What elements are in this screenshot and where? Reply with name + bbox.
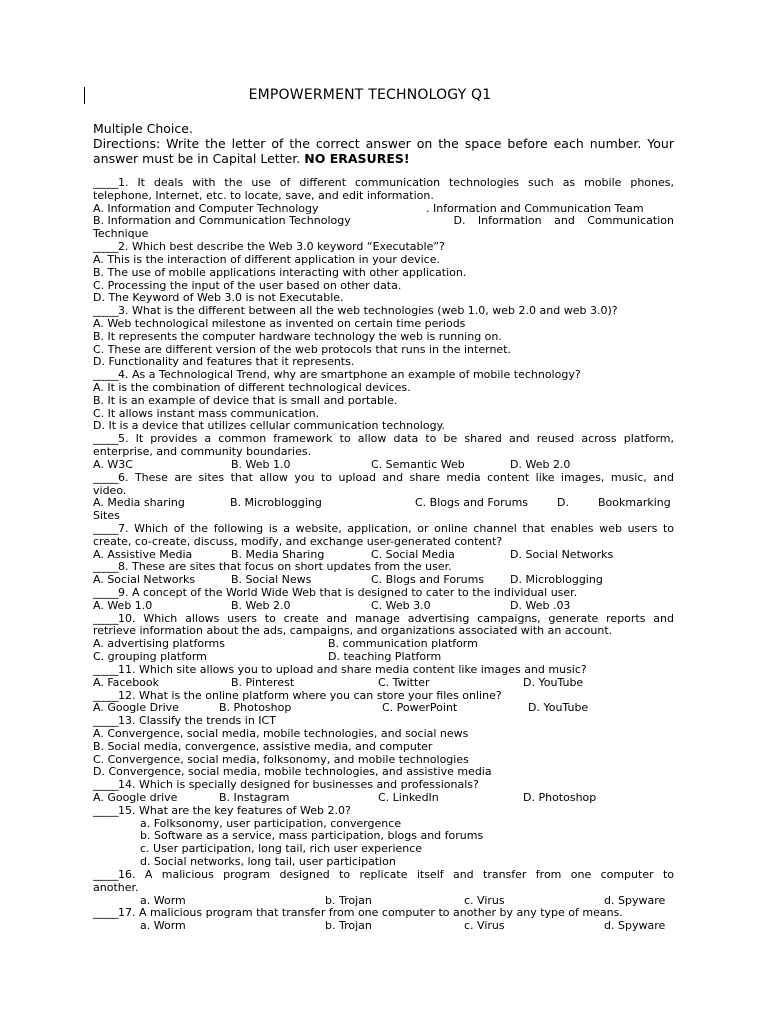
answer-blank: _____ (93, 586, 118, 599)
answer-blank: _____ (93, 304, 118, 318)
answer-choice: Bookmarking (598, 496, 671, 510)
answer-choice: a. Folksonomy, user participation, convergence (140, 816, 402, 830)
question-stem-line (93, 664, 674, 677)
choice-row (93, 420, 674, 433)
answer-choice: D. Microblogging (510, 573, 603, 587)
answer-choice: a. Worm (140, 893, 186, 907)
question-number: 15. (118, 803, 136, 817)
question-stem-text: retrieve information about the ads, campaigns, and organizations associated with an account. (93, 624, 613, 638)
question-stem-line (93, 587, 674, 600)
answer-choice: A. It is the combination of different technological devices. (93, 381, 411, 394)
answer-blank: _____ (93, 662, 118, 676)
answer-blank: _____ (93, 471, 118, 484)
question-stem-text: What are the key features of Web 2.0? (139, 803, 351, 817)
answer-choice: B. It is an example of device that is small and portable. (93, 393, 398, 407)
answer-choice: C. Twitter (378, 675, 430, 689)
question-stem-line (93, 882, 674, 895)
question-number: 9. (118, 586, 129, 599)
answer-choice: D. Functionality and features that it represents. (93, 355, 355, 369)
question-stem-text: Which best describe the Web 3.0 keyword “Executable”? (132, 240, 445, 254)
answer-choice: A. Web 1.0 (93, 598, 153, 612)
question-number: 12. (118, 688, 136, 702)
question-stem-text: These are sites that allow you to upload and share media content like images, music, and (134, 471, 674, 484)
answer-choice: B. Instagram (219, 791, 290, 804)
answer-choice: D. Social Networks (510, 547, 614, 561)
answer-choice: a. Worm (140, 919, 186, 933)
directions-emphasis: NO ERASURES! (304, 151, 410, 166)
question-number: 6. (118, 471, 129, 484)
choice-row (93, 920, 674, 933)
answer-choice: D. (557, 496, 569, 510)
question-number: 2. (118, 240, 129, 254)
answer-choice: B. Web 2.0 (231, 598, 291, 612)
answer-choice: A. This is the interaction of different application in your device. (93, 252, 440, 266)
question-number: 11. (118, 662, 136, 676)
answer-choice: c. Virus (464, 893, 505, 907)
answer-choice: B. Photoshop (219, 701, 292, 715)
answer-choice: D. It is a device that utilizes cellular communication technology. (93, 419, 446, 433)
answer-choice: D. Convergence, social media, mobile technologies, and assistive media (93, 765, 492, 779)
choice-row (93, 510, 674, 523)
question-number: 4. (118, 368, 129, 382)
answer-choice: D. YouTube (523, 675, 584, 689)
answer-choice: C. It allows instant mass communication. (93, 406, 320, 420)
question-stem-text: Which site allows you to upload and share media content like images and music? (139, 662, 587, 676)
question-number: 10. (118, 612, 136, 625)
question-stem-text: It provides a common framework to allow data to be shared and reused across platform, (135, 433, 674, 446)
question-stem-text: It deals with the use of different communication technologies such as mobile phones, (137, 177, 674, 189)
question-stem-line (93, 536, 674, 549)
answer-choice: D. Information and Communication (453, 214, 674, 228)
section-heading: Multiple Choice. (93, 121, 193, 136)
question-stem-line (93, 190, 674, 203)
answer-choice: C. Semantic Web (371, 457, 465, 471)
answer-choice: D. The Keyword of Web 3.0 is not Executable. (93, 291, 344, 305)
answer-choice: C. grouping platform (93, 650, 207, 664)
question-number: 1. (118, 177, 129, 189)
answer-choice: B. It represents the computer hardware technology the web is running on. (93, 329, 502, 343)
answer-choice: c. User participation, long tail, rich user experience (140, 842, 423, 856)
answer-choice: b. Trojan (325, 919, 372, 933)
answer-choice: B. Media Sharing (231, 547, 325, 561)
answer-choice: A. Assistive Media (93, 547, 193, 561)
question-stem-text: A concept of the World Wide Web that is designed to cater to the individual user. (132, 586, 578, 599)
question-stem-text: These are sites that focus on short updates from the user. (132, 560, 452, 574)
answer-choice: C. These are different version of the web protocols that runs in the internet. (93, 342, 511, 356)
answer-choice: B. The use of mobile applications interacting with other application. (93, 265, 467, 279)
answer-choice: b. Software as a service, mass participation, blogs and forums (140, 829, 484, 843)
answer-choice: C. Web 3.0 (371, 598, 431, 612)
question-stem-text: As a Technological Trend, why are smartphone an example of mobile technology? (132, 368, 581, 382)
answer-choice: C. PowerPoint (382, 701, 458, 715)
answer-choice: D. Web .03 (510, 598, 571, 612)
answer-blank: _____ (93, 688, 118, 702)
answer-choice: A. Google Drive (93, 701, 179, 715)
answer-blank: _____ (93, 560, 118, 574)
answer-choice: B. Web 1.0 (231, 457, 291, 471)
answer-choice: Technique (93, 227, 149, 241)
question-number: 7. (118, 522, 129, 535)
answer-blank: _____ (93, 240, 118, 254)
question-number: 3. (118, 304, 129, 318)
answer-choice: B. Information and Communication Technology (93, 214, 351, 228)
answer-choice: b. Trojan (325, 893, 372, 907)
question-stem-text: Which of the following is a website, application, or online channel that enables web users to (134, 522, 674, 535)
answer-choice: A. W3C (93, 457, 133, 471)
directions-text: Directions: Write the letter of the correct answer on the space before each number. Your answer must be in Capital Letter. (93, 136, 674, 166)
question-stem-text: enterprise, and community boundaries. (93, 445, 312, 459)
answer-choice: B. Social News (231, 573, 312, 587)
question-stem-text: another. (93, 880, 139, 894)
question-number: 14. (118, 778, 136, 792)
answer-choice: D. YouTube (528, 701, 589, 715)
answer-choice: D. Web 2.0 (510, 457, 571, 471)
answer-choice: . Information and Communication Team (426, 201, 644, 215)
question-number: 13. (118, 714, 136, 728)
page-title: EMPOWERMENT TECHNOLOGY Q1 (248, 87, 492, 103)
question-stem-text: Which allows users to create and manage advertising campaigns, generate reports and (143, 612, 674, 625)
answer-choice: D. Photoshop (523, 791, 597, 804)
answer-blank: _____ (93, 177, 118, 189)
answer-choice: B. Pinterest (231, 675, 295, 689)
question-stem-text: create, co-create, discuss, modify, and exchange user-generated content? (93, 534, 503, 548)
answer-choice: C. Convergence, social media, folksonomy, and mobile technologies (93, 752, 469, 766)
answer-choice: c. Virus (464, 919, 505, 933)
question-stem-text: Classify the trends in ICT (139, 714, 276, 728)
answer-choice: d. Spyware (604, 919, 666, 933)
choice-row (93, 497, 674, 510)
answer-blank: _____ (93, 906, 118, 920)
question-stem-text: Which is specially designed for businesses and professionals? (139, 778, 479, 792)
question-stem-text: What is the online platform where you can store your files online? (139, 688, 502, 702)
answer-choice: Sites (93, 509, 120, 523)
answer-choice: C. LinkedIn (378, 791, 439, 804)
answer-choice: A. Social Networks (93, 573, 196, 587)
answer-blank: _____ (93, 433, 118, 446)
question-stem-line (93, 446, 674, 459)
question-number: 17. (118, 906, 136, 920)
answer-choice: C. Processing the input of the user based on other data. (93, 278, 402, 292)
question-stem-text: A malicious program that transfer from one computer to another by any type of means. (139, 906, 623, 920)
question-stem-text: A malicious program designed to replicate itself and transfer from one computer to (144, 868, 674, 881)
answer-choice: d. Spyware (604, 893, 666, 907)
answer-choice: B. communication platform (328, 637, 478, 651)
answer-choice: C. Blogs and Forums (415, 496, 529, 510)
question-number: 8. (118, 560, 129, 574)
question-list (93, 177, 674, 933)
answer-blank: _____ (93, 368, 118, 382)
answer-choice: A. advertising platforms (93, 637, 225, 651)
answer-choice: d. Social networks, long tail, user participation (140, 855, 396, 869)
answer-blank: _____ (93, 778, 118, 792)
question-number: 5. (118, 433, 129, 446)
choice-row (93, 459, 674, 472)
answer-choice: A. Facebook (93, 675, 160, 689)
choice-row (93, 856, 674, 869)
answer-blank: _____ (93, 522, 118, 535)
directions (93, 136, 674, 166)
answer-blank: _____ (93, 803, 118, 817)
choice-row (93, 215, 674, 228)
answer-blank: _____ (93, 868, 118, 881)
answer-choice: A. Media sharing (93, 496, 185, 510)
question-stem-line (93, 472, 674, 485)
answer-choice: A. Google drive (93, 791, 178, 804)
question-stem-text: video. (93, 483, 127, 497)
question-number: 16. (118, 868, 136, 881)
choice-row (93, 600, 674, 613)
answer-choice: B. Social media, convergence, assistive media, and computer (93, 739, 433, 753)
answer-choice: A. Information and Computer Technology (93, 201, 319, 215)
answer-choice: C. Blogs and Forums (371, 573, 485, 587)
answer-blank: _____ (93, 612, 118, 625)
answer-choice: D. teaching Platform (328, 650, 442, 664)
answer-blank: _____ (93, 714, 118, 728)
answer-choice: A. Convergence, social media, mobile technologies, and social news (93, 726, 469, 740)
answer-choice: A. Web technological milestone as invented on certain time periods (93, 316, 466, 330)
question-stem-text: What is the different between all the web technologies (web 1.0, web 2.0 and web 3.0)? (132, 304, 618, 318)
question-stem-text: telephone, Internet, etc. to locate, save, and edit information. (93, 188, 434, 202)
answer-choice: C. Social Media (371, 547, 455, 561)
answer-choice: B. Microblogging (230, 496, 322, 510)
question-stem-line (93, 869, 674, 882)
